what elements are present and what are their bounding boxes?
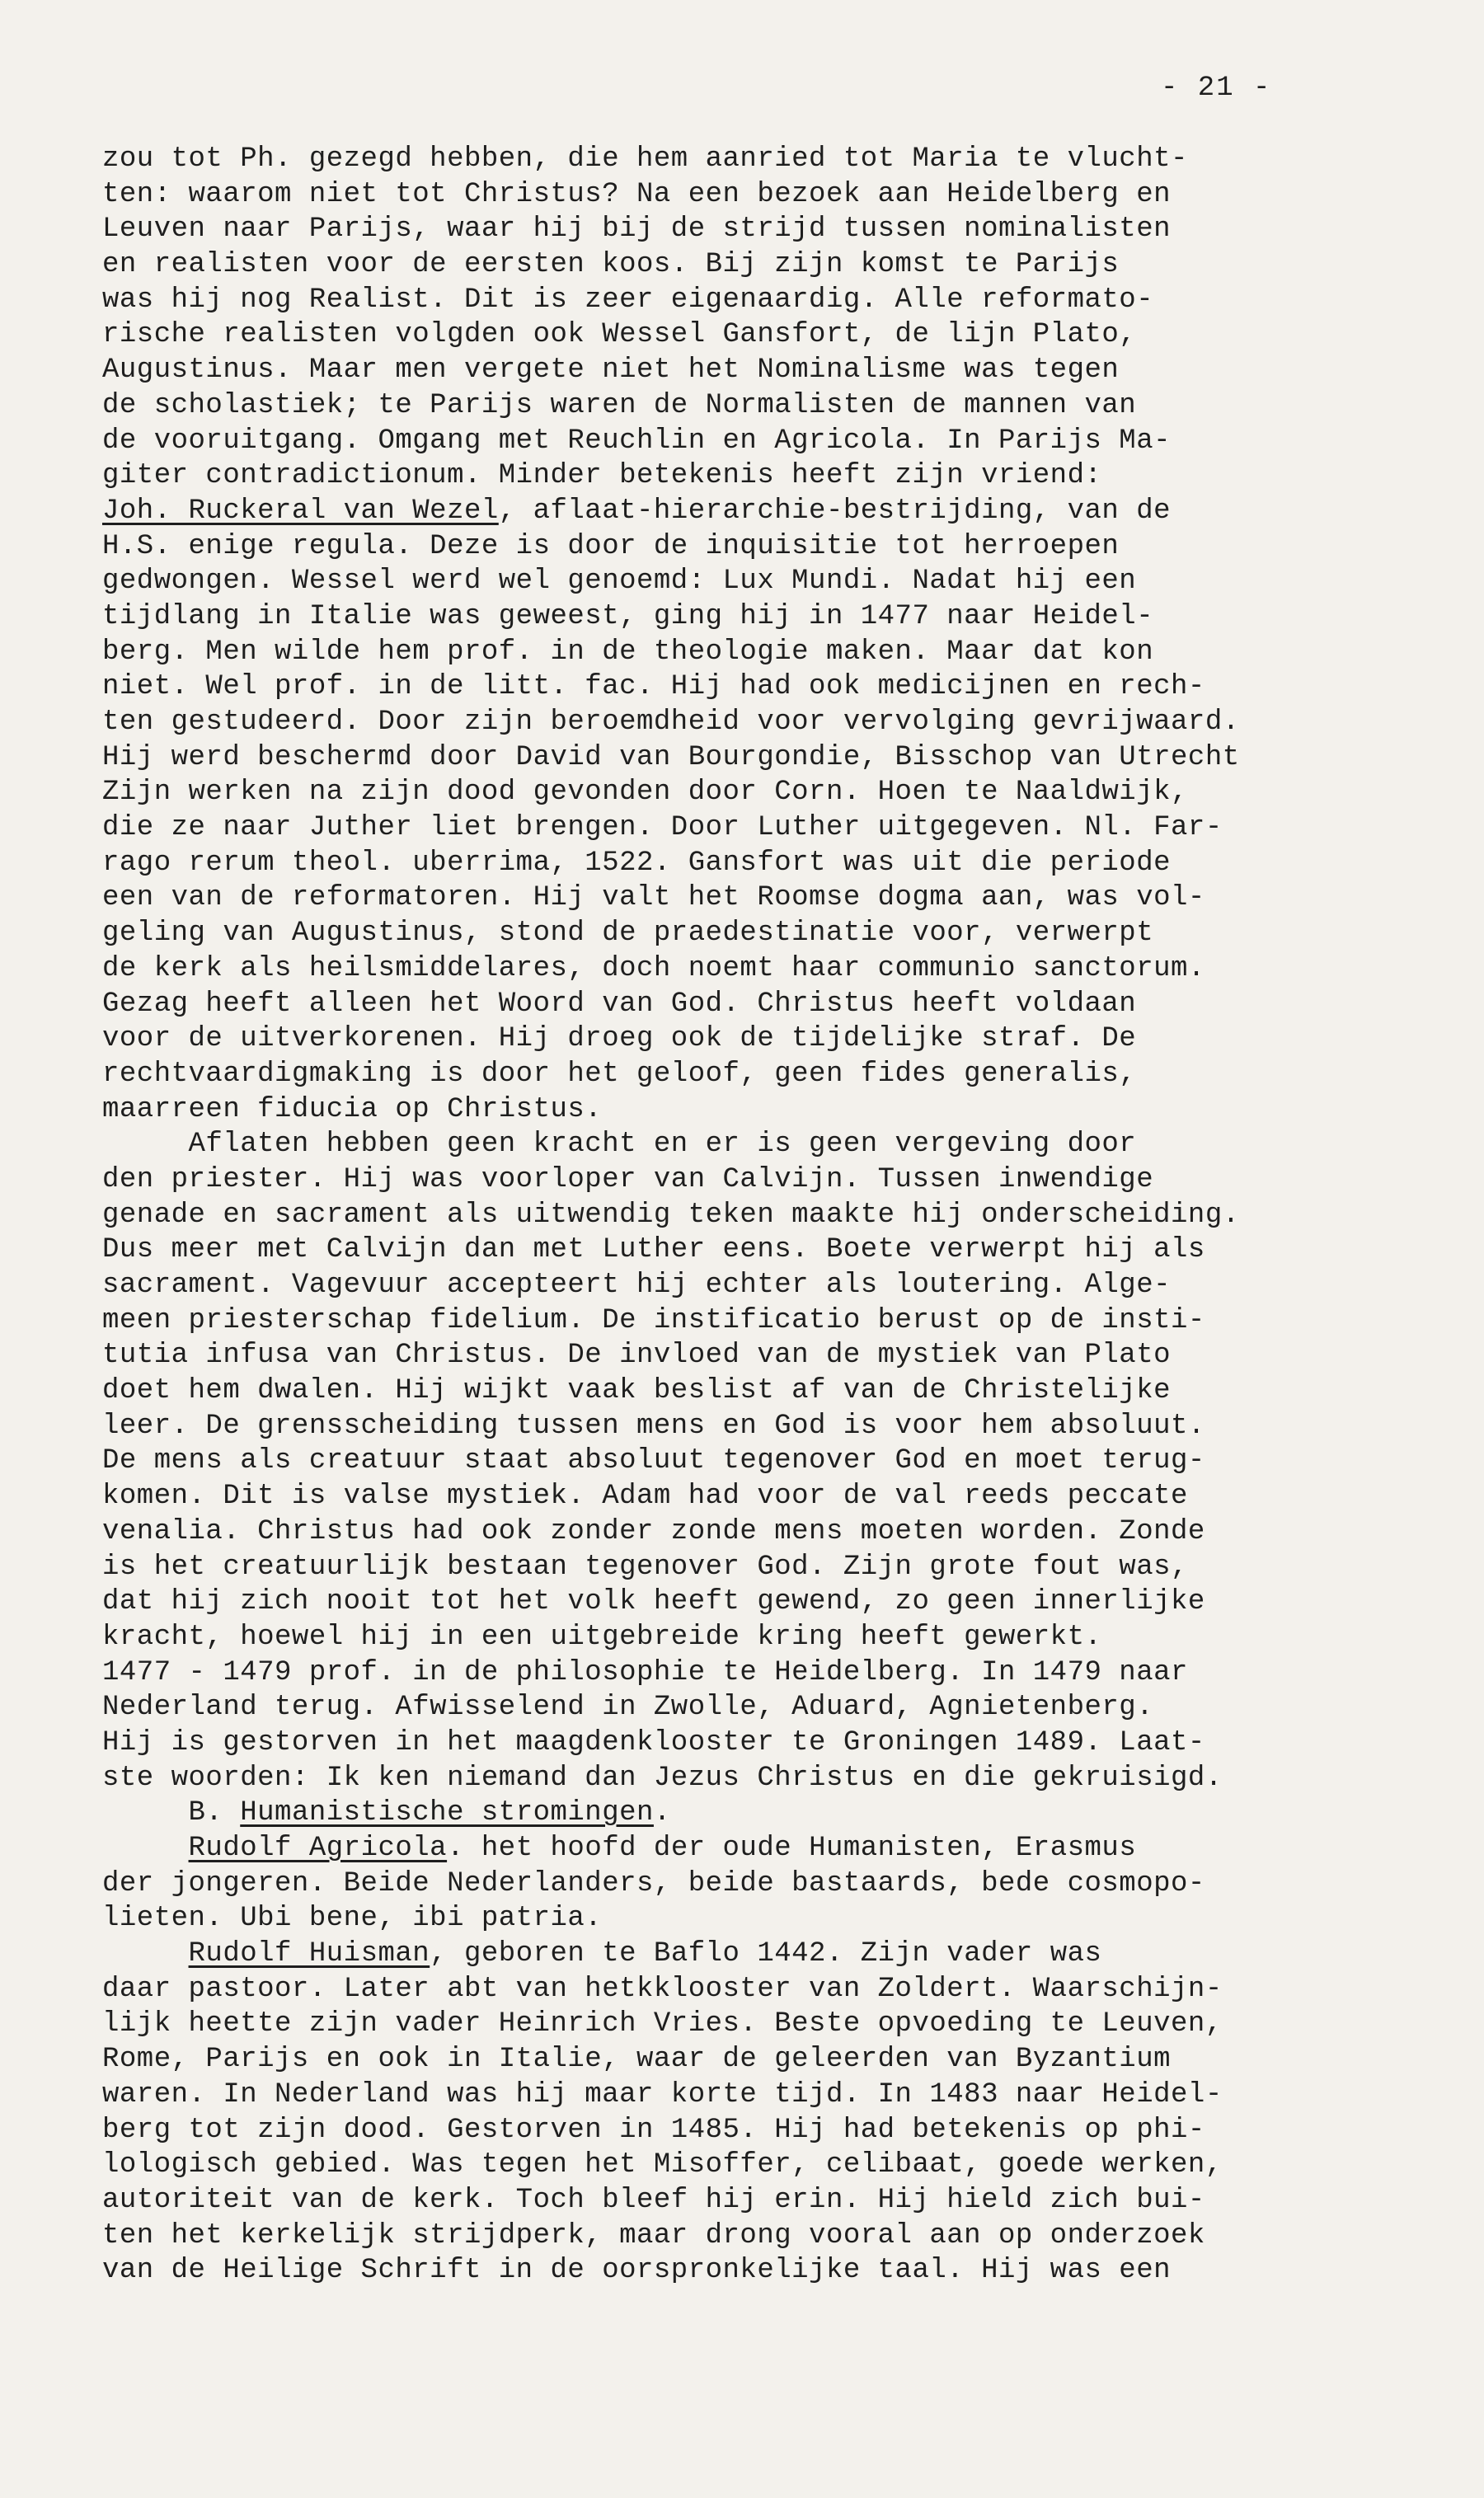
text-line — [102, 2183, 1454, 2219]
text-line — [102, 212, 1454, 247]
text-line — [102, 635, 1454, 670]
text-segment: lieten. Ubi bene, ibi patria. — [102, 1903, 603, 1935]
text-line — [102, 599, 1454, 635]
text-line — [102, 1690, 1454, 1726]
text-segment: Hij is gestorven in het maagdenklooster te Groningen 1489. Laat- — [102, 1726, 1205, 1758]
text-line — [102, 2007, 1454, 2042]
text-line — [102, 458, 1454, 494]
text-line — [102, 283, 1454, 318]
text-segment: rische realisten volgden ook Wessel Gansfort, de lijn Plato, — [102, 319, 1137, 351]
text-line — [102, 529, 1454, 565]
text-segment: de kerk als heilsmiddelares, doch noemt haar communio sanctorum. — [102, 952, 1205, 984]
text-segment: Dus meer met Calvijn dan met Luther eens. Boete verwerpt hij als — [102, 1234, 1205, 1266]
text-line — [102, 1127, 1454, 1162]
text-line — [102, 775, 1454, 810]
text-line — [102, 1796, 1454, 1831]
text-segment: komen. Dit is valse mystiek. Adam had voor de val reeds peccate — [102, 1481, 1188, 1513]
underlined-name: Rudolf Agricola — [188, 1833, 448, 1864]
text-line — [102, 846, 1454, 881]
text-segment: der jongeren. Beide Nederlanders, beide bastaards, bede cosmopo- — [102, 1867, 1205, 1899]
text-segment: lijk heette zijn vader Heinrich Vries. Beste opvoeding te Leuven, — [102, 2008, 1223, 2040]
text-segment: venalia. Christus had ook zonder zonde mens moeten worden. Zonde — [102, 1515, 1205, 1547]
text-segment: sacrament. Vagevuur accepteert hij echter als loutering. Alge- — [102, 1270, 1172, 1301]
text-line — [102, 916, 1454, 951]
text-segment — [102, 1833, 189, 1864]
text-line — [102, 705, 1454, 740]
text-line — [102, 810, 1454, 846]
text-line — [102, 1585, 1454, 1620]
text-segment: Leuven naar Parijs, waar hij bij de strijd tussen nominalisten — [102, 214, 1172, 246]
text-line — [102, 1550, 1454, 1585]
text-line — [102, 2148, 1454, 2183]
text-segment: van de Heilige Schrift in de oorspronkelijke taal. Hij was een — [102, 2255, 1172, 2287]
text-line — [102, 424, 1454, 459]
text-line — [102, 1937, 1454, 1972]
text-segment: is het creatuurlijk bestaan tegenover God. Zijn grote fout was, — [102, 1551, 1188, 1583]
text-segment: doet hem dwalen. Hij wijkt vaak beslist af van de Christelijke — [102, 1375, 1172, 1407]
text-segment: kracht, hoewel hij in een uitgebreide kring heeft gewerkt. — [102, 1621, 1102, 1653]
text-line — [102, 2042, 1454, 2078]
text-segment: zou tot Ph. gezegd hebben, die hem aanried tot Maria te vlucht- — [102, 143, 1188, 175]
text-line — [102, 1972, 1454, 2007]
text-segment: ten gestudeerd. Door zijn beroemdheid voor vervolging gevrijwaard. — [102, 707, 1240, 738]
text-segment: Zijn werken na zijn dood gevonden door Corn. Hoen te Naaldwijk, — [102, 777, 1188, 809]
text-segment: maarreen fiducia op Christus. — [102, 1093, 603, 1125]
text-line — [102, 177, 1454, 213]
text-segment: daar pastoor. Later abt van hetkklooster van Zoldert. Waarschijn- — [102, 1973, 1223, 2005]
text-segment: B. — [102, 1797, 241, 1829]
text-segment: de vooruitgang. Omgang met Reuchlin en Agricola. In Parijs Ma- — [102, 425, 1172, 457]
text-segment: giter contradictionum. Minder betekenis heeft zijn vriend: — [102, 460, 1102, 492]
text-segment: berg tot zijn dood. Gestorven in 1485. Hij had betekenis op phi- — [102, 2114, 1205, 2146]
text-segment: gedwongen. Wessel werd wel genoemd: Lux Mundi. Nadat hij een — [102, 566, 1137, 598]
text-segment: 1477 - 1479 prof. in de philosophie te Heidelberg. In 1479 naar — [102, 1656, 1188, 1688]
text-segment: rechtvaardigmaking is door het geloof, geen fides generalis, — [102, 1058, 1137, 1090]
text-segment: autoriteit van de kerk. Toch bleef hij erin. Hij hield zich bui- — [102, 2184, 1205, 2216]
text-segment: niet. Wel prof. in de litt. fac. Hij had ook medicijnen en rech- — [102, 671, 1205, 703]
text-segment: ste woorden: Ik ken niemand dan Jezus Christus en die gekruisigd. — [102, 1762, 1223, 1794]
underlined-name: Joh. Ruckeral van Wezel — [102, 495, 499, 527]
text-line — [102, 1338, 1454, 1373]
text-segment — [102, 1938, 189, 1970]
text-segment: leer. De grensscheiding tussen mens en God is voor hem absoluut. — [102, 1410, 1205, 1442]
text-segment: H.S. enige regula. Deze is door de inquisitie tot herroepen — [102, 530, 1120, 562]
body-text — [102, 142, 1454, 2289]
text-segment: en realisten voor de eersten koos. Bij zijn komst te Parijs — [102, 249, 1120, 281]
text-line — [102, 317, 1454, 353]
text-segment: berg. Men wilde hem prof. in de theologie maken. Maar dat kon — [102, 636, 1154, 668]
text-segment: Hij werd beschermd door David van Bourgondie, Bisschop van Utrecht — [102, 741, 1240, 773]
text-segment: dat hij zich nooit tot het volk heeft gewend, zo geen innerlijke — [102, 1586, 1205, 1618]
text-line — [102, 564, 1454, 599]
text-line — [102, 247, 1454, 283]
text-segment: ten: waarom niet tot Christus? Na een bezoek aan Heidelberg en — [102, 178, 1172, 210]
text-line — [102, 1303, 1454, 1339]
text-segment: Rome, Parijs en ook in Italie, waar de geleerden van Byzantium — [102, 2044, 1172, 2076]
text-line — [102, 1831, 1454, 1866]
text-line — [102, 1655, 1454, 1691]
text-line — [102, 740, 1454, 776]
text-line — [102, 1233, 1454, 1268]
text-segment: Augustinus. Maar men vergete niet het Nominalisme was tegen — [102, 355, 1120, 387]
text-line — [102, 1444, 1454, 1479]
text-line — [102, 142, 1454, 177]
text-segment: tutia infusa van Christus. De invloed van de mystiek van Plato — [102, 1340, 1172, 1372]
text-segment: meen priesterschap fidelium. De instificatio berust op de insti- — [102, 1304, 1205, 1336]
text-segment: voor de uitverkorenen. Hij droeg ook de tijdelijke straf. De — [102, 1023, 1137, 1055]
text-line — [102, 1409, 1454, 1444]
text-line — [102, 1479, 1454, 1514]
text-line — [102, 1268, 1454, 1303]
text-segment: De mens als creatuur staat absoluut tegenover God en moet terug- — [102, 1445, 1205, 1477]
text-segment: , geboren te Baflo 1442. Zijn vader was — [430, 1938, 1102, 1970]
page-number: - 21 - — [1161, 73, 1272, 104]
text-line — [102, 987, 1454, 1022]
text-segment: genade en sacrament als uitwendig teken maakte hij onderscheiding. — [102, 1199, 1240, 1231]
text-line — [102, 353, 1454, 388]
text-line — [102, 1373, 1454, 1409]
text-segment: lologisch gebied. Was tegen het Misoffer, celibaat, goede werken, — [102, 2149, 1223, 2181]
text-line — [102, 1866, 1454, 1902]
underlined-name: Rudolf Huisman — [188, 1938, 430, 1970]
text-line — [102, 2113, 1454, 2148]
text-line — [102, 1057, 1454, 1092]
text-line — [102, 1761, 1454, 1796]
text-segment: waren. In Nederland was hij maar korte tijd. In 1483 naar Heidel- — [102, 2078, 1223, 2111]
text-line — [102, 1514, 1454, 1550]
text-segment: Gezag heeft alleen het Woord van God. Christus heeft voldaan — [102, 988, 1137, 1020]
text-line — [102, 2078, 1454, 2113]
text-line — [102, 2253, 1454, 2289]
text-line — [102, 1162, 1454, 1198]
text-line — [102, 1620, 1454, 1655]
text-line — [102, 951, 1454, 987]
text-line — [102, 1901, 1454, 1937]
text-segment: ten het kerkelijk strijdperk, maar drong vooral aan op onderzoek — [102, 2219, 1205, 2251]
text-line — [102, 2219, 1454, 2254]
text-line — [102, 669, 1454, 705]
text-segment: geling van Augustinus, stond de praedestinatie voor, verwerpt — [102, 918, 1154, 950]
text-segment: de scholastiek; te Parijs waren de Normalisten de mannen van — [102, 389, 1137, 421]
text-segment: Nederland terug. Afwisselend in Zwolle, Aduard, Agnietenberg. — [102, 1692, 1154, 1724]
text-segment: rago rerum theol. uberrima, 1522. Gansfort was uit die periode — [102, 847, 1172, 879]
text-segment: was hij nog Realist. Dit is zeer eigenaardig. Alle reformato- — [102, 284, 1154, 316]
text-line — [102, 1726, 1454, 1761]
text-line — [102, 880, 1454, 916]
text-segment: Aflaten hebben geen kracht en er is geen vergeving door — [102, 1129, 1137, 1161]
text-segment: . — [653, 1797, 671, 1829]
text-line — [102, 494, 1454, 529]
text-line — [102, 1021, 1454, 1057]
text-segment: , aflaat-hierarchie-bestrijding, van de — [498, 495, 1172, 527]
text-line — [102, 1198, 1454, 1233]
text-segment: tijdlang in Italie was geweest, ging hij in 1477 naar Heidel- — [102, 600, 1154, 632]
text-line — [102, 1092, 1454, 1128]
text-line — [102, 388, 1454, 424]
text-segment: een van de reformatoren. Hij valt het Roomse dogma aan, was vol- — [102, 882, 1205, 914]
text-segment: . het hoofd der oude Humanisten, Erasmus — [447, 1833, 1137, 1864]
underlined-name: Humanistische stromingen — [240, 1797, 654, 1829]
text-segment: die ze naar Juther liet brengen. Door Luther uitgegeven. Nl. Far- — [102, 812, 1223, 844]
text-segment: den priester. Hij was voorloper van Calvijn. Tussen inwendige — [102, 1163, 1154, 1195]
